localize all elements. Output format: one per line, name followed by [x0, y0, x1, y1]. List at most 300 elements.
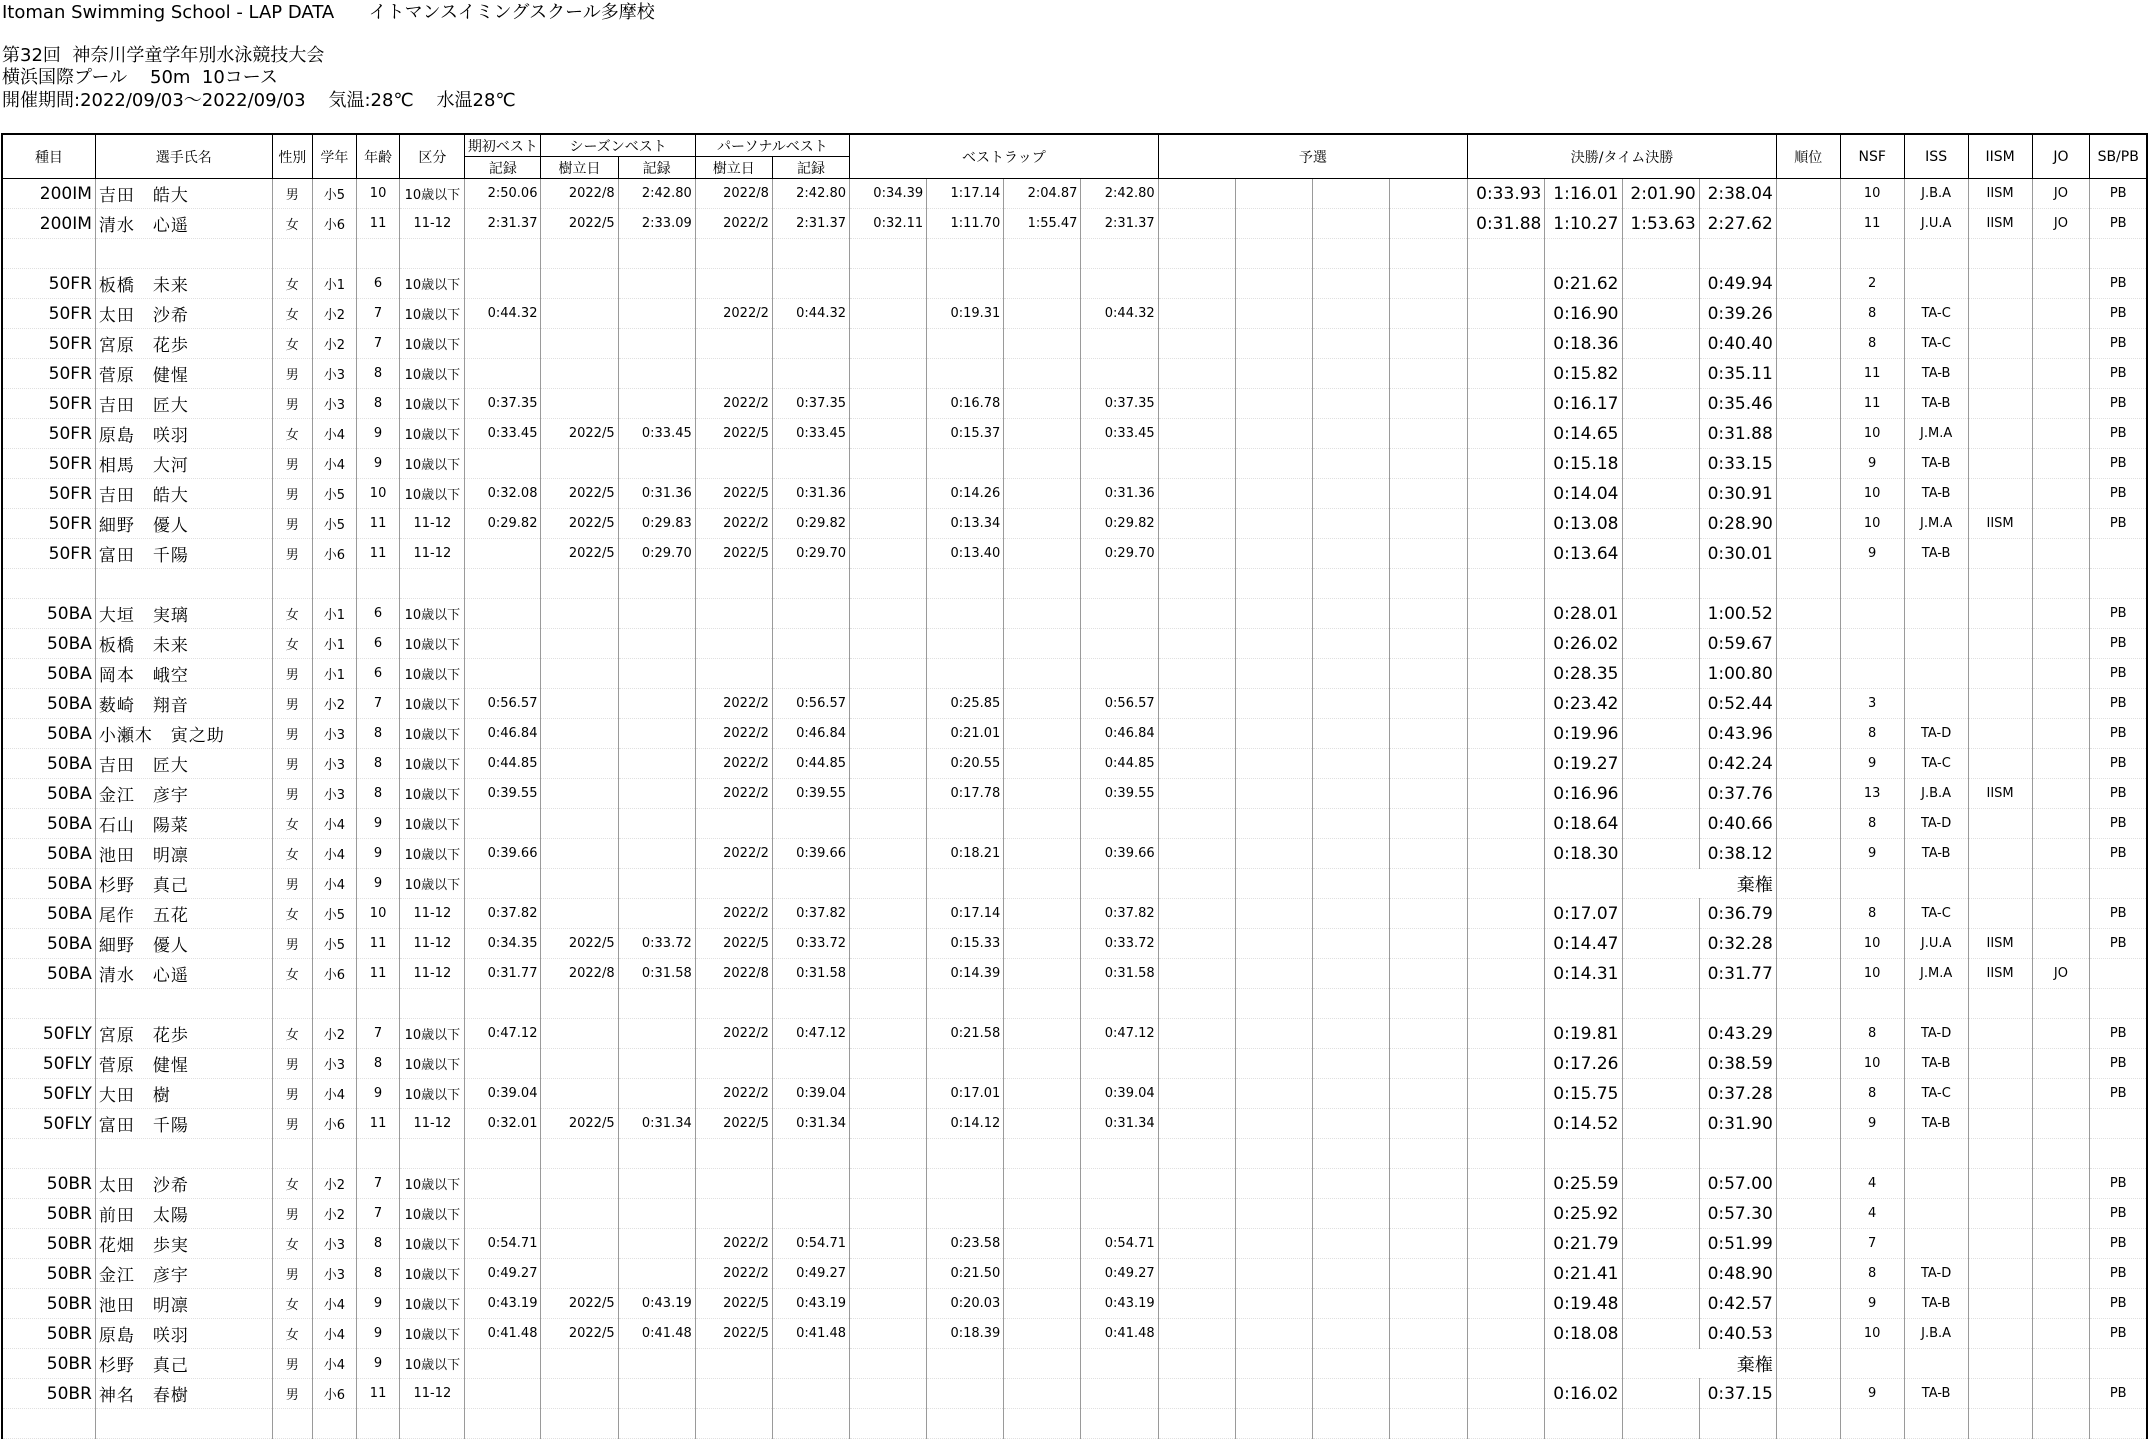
final3-cell	[1622, 359, 1699, 389]
season-date-cell	[541, 599, 618, 629]
division-cell: 10歳以下	[400, 299, 465, 329]
nsf-cell: 9	[1840, 1109, 1904, 1139]
name-cell: 金江 彦宇	[95, 1259, 272, 1289]
iss-cell: TA-B	[1904, 479, 1968, 509]
name-cell	[95, 1409, 272, 1439]
age-cell: 6	[356, 659, 400, 689]
nsf-cell: 9	[1840, 749, 1904, 779]
event-cell: 50BA	[2, 809, 95, 839]
iss-cell: TA-B	[1904, 449, 1968, 479]
lap1-cell	[850, 1049, 927, 1079]
personal-record-cell: 0:31.58	[772, 959, 849, 989]
name-cell: 花畑 歩実	[95, 1229, 272, 1259]
final1-cell	[1468, 1199, 1545, 1229]
jo-cell	[2032, 1199, 2090, 1229]
iism-cell	[1968, 419, 2032, 449]
personal-date-cell	[695, 989, 772, 1019]
age-cell: 11	[356, 509, 400, 539]
table-row	[2, 1109, 2147, 1139]
lap4-cell: 0:43.19	[1081, 1289, 1158, 1319]
season-date-cell: 2022/5	[541, 209, 618, 239]
heat2-cell	[1235, 929, 1312, 959]
lap1-cell	[850, 1259, 927, 1289]
sbpb-cell	[2090, 959, 2147, 989]
nsf-cell: 9	[1840, 839, 1904, 869]
age-cell: 7	[356, 1169, 400, 1199]
season-record-cell	[618, 809, 695, 839]
age-cell: 11	[356, 539, 400, 569]
lap4-cell	[1081, 1199, 1158, 1229]
grade-cell: 小4	[313, 1289, 357, 1319]
rank-cell	[1776, 839, 1840, 869]
lap3-cell	[1004, 1289, 1081, 1319]
rank-cell	[1776, 269, 1840, 299]
initial-best-cell	[465, 659, 541, 689]
heat4-cell	[1390, 1139, 1468, 1169]
season-record-cell	[618, 329, 695, 359]
iss-cell: TA-B	[1904, 839, 1968, 869]
iism-cell	[1968, 1139, 2032, 1169]
season-date-cell: 2022/5	[541, 479, 618, 509]
heat2-cell	[1235, 509, 1312, 539]
lap4-cell: 0:37.35	[1081, 389, 1158, 419]
season-date-cell	[541, 1379, 618, 1409]
final3-cell	[1622, 239, 1699, 269]
lap3-cell	[1004, 1229, 1081, 1259]
iism-cell	[1968, 989, 2032, 1019]
heat3-cell	[1312, 209, 1389, 239]
personal-date-cell: 2022/2	[695, 899, 772, 929]
personal-record-cell: 0:29.82	[772, 509, 849, 539]
heat4-cell	[1390, 1049, 1468, 1079]
sex-cell: 女	[272, 599, 313, 629]
personal-record-cell: 0:44.32	[772, 299, 849, 329]
lap1-cell	[850, 719, 927, 749]
grade-cell: 小2	[313, 329, 357, 359]
heat3-cell	[1312, 509, 1389, 539]
personal-record-cell	[772, 449, 849, 479]
table-row	[2, 299, 2147, 329]
nsf-cell	[1840, 629, 1904, 659]
division-cell: 10歳以下	[400, 719, 465, 749]
final1-cell	[1468, 1349, 1545, 1379]
lap4-cell	[1081, 1349, 1158, 1379]
personal-date-cell	[695, 599, 772, 629]
heat4-cell	[1390, 1409, 1468, 1439]
heat2-cell	[1235, 449, 1312, 479]
heat3-cell	[1312, 659, 1389, 689]
lap1-cell	[850, 329, 927, 359]
heat4-cell	[1390, 659, 1468, 689]
season-record-cell	[618, 569, 695, 599]
age-cell: 6	[356, 629, 400, 659]
lap4-cell: 0:31.34	[1081, 1109, 1158, 1139]
final1-cell	[1468, 1379, 1545, 1409]
lap4-cell: 0:39.04	[1081, 1079, 1158, 1109]
sex-cell: 男	[272, 1079, 313, 1109]
nsf-cell: 8	[1840, 1079, 1904, 1109]
age-cell: 11	[356, 209, 400, 239]
division-cell: 11-12	[400, 1109, 465, 1139]
event-cell: 50BA	[2, 869, 95, 899]
heat4-cell	[1390, 269, 1468, 299]
division-cell: 10歳以下	[400, 179, 465, 209]
iss-cell: J.M.A	[1904, 419, 1968, 449]
jo-cell	[2032, 509, 2090, 539]
final3-cell	[1622, 1319, 1699, 1349]
heat3-cell	[1312, 1289, 1389, 1319]
jo-cell: JO	[2032, 209, 2090, 239]
personal-record-cell	[772, 1349, 849, 1379]
col-age: 年齢	[356, 134, 400, 179]
iss-cell: J.U.A	[1904, 929, 1968, 959]
iism-cell: IISM	[1968, 209, 2032, 239]
season-date-cell	[541, 659, 618, 689]
sbpb-cell	[2090, 869, 2147, 899]
rank-cell	[1776, 1229, 1840, 1259]
lap4-cell	[1081, 1379, 1158, 1409]
name-cell: 菅原 健惺	[95, 359, 272, 389]
division-cell: 10歳以下	[400, 809, 465, 839]
name-cell: 神名 春樹	[95, 1379, 272, 1409]
grade-cell: 小3	[313, 389, 357, 419]
final1-cell	[1468, 899, 1545, 929]
iism-cell	[1968, 1109, 2032, 1139]
final4-cell: 0:31.88	[1699, 419, 1776, 449]
season-record-cell	[618, 239, 695, 269]
lap4-cell: 0:44.32	[1081, 299, 1158, 329]
lap1-cell	[850, 1199, 927, 1229]
lap3-cell	[1004, 839, 1081, 869]
age-cell: 8	[356, 1259, 400, 1289]
col-iism: IISM	[1968, 134, 2032, 179]
final2-cell: 0:16.02	[1545, 1379, 1622, 1409]
division-cell: 11-12	[400, 509, 465, 539]
lap3-cell	[1004, 1349, 1081, 1379]
heat1-cell	[1158, 1049, 1235, 1079]
event-cell: 50BR	[2, 1379, 95, 1409]
iism-cell	[1968, 689, 2032, 719]
lap3-cell	[1004, 1019, 1081, 1049]
col-final: 決勝/タイム決勝	[1468, 134, 1777, 179]
col-initial-best: 期初ベスト	[465, 134, 541, 157]
jo-cell	[2032, 1379, 2090, 1409]
heat1-cell	[1158, 179, 1235, 209]
lap2-cell	[927, 869, 1004, 899]
season-record-cell	[618, 629, 695, 659]
final4-cell: 0:38.12	[1699, 839, 1776, 869]
lap2-cell: 0:21.50	[927, 1259, 1004, 1289]
age-cell: 8	[356, 1049, 400, 1079]
rank-cell	[1776, 1349, 1840, 1379]
event-cell: 200IM	[2, 209, 95, 239]
lap1-cell	[850, 599, 927, 629]
final1-cell	[1468, 299, 1545, 329]
division-cell: 10歳以下	[400, 1199, 465, 1229]
final3-cell	[1622, 1409, 1699, 1439]
lap1-cell	[850, 419, 927, 449]
heat4-cell	[1390, 599, 1468, 629]
personal-record-cell: 0:39.55	[772, 779, 849, 809]
jo-cell	[2032, 719, 2090, 749]
final4-cell: 0:39.26	[1699, 299, 1776, 329]
personal-date-cell	[695, 1139, 772, 1169]
heat3-cell	[1312, 869, 1389, 899]
initial-best-cell: 0:44.32	[465, 299, 541, 329]
lap3-cell: 2:04.87	[1004, 179, 1081, 209]
final1-cell	[1468, 509, 1545, 539]
final2-cell	[1545, 569, 1622, 599]
initial-best-cell: 0:37.35	[465, 389, 541, 419]
grade-cell: 小4	[313, 809, 357, 839]
personal-date-cell	[695, 359, 772, 389]
age-cell: 9	[356, 839, 400, 869]
final3-cell	[1622, 809, 1699, 839]
initial-best-cell: 0:46.84	[465, 719, 541, 749]
heat2-cell	[1235, 869, 1312, 899]
heat4-cell	[1390, 1019, 1468, 1049]
table-row	[2, 209, 2147, 239]
nsf-cell: 9	[1840, 1289, 1904, 1319]
heat1-cell	[1158, 839, 1235, 869]
heat2-cell	[1235, 659, 1312, 689]
final4-cell: 0:42.57	[1699, 1289, 1776, 1319]
heat1-cell	[1158, 719, 1235, 749]
nsf-cell: 10	[1840, 1049, 1904, 1079]
initial-best-cell: 0:43.19	[465, 1289, 541, 1319]
sbpb-cell: PB	[2090, 299, 2147, 329]
heat2-cell	[1235, 1079, 1312, 1109]
jo-cell	[2032, 689, 2090, 719]
personal-record-cell: 0:46.84	[772, 719, 849, 749]
event-cell: 50BA	[2, 599, 95, 629]
table-row	[2, 449, 2147, 479]
season-record-cell	[618, 1169, 695, 1199]
final3-cell	[1622, 629, 1699, 659]
rank-cell	[1776, 869, 1840, 899]
rank-cell	[1776, 1139, 1840, 1169]
lap3-cell	[1004, 659, 1081, 689]
final1-cell	[1468, 719, 1545, 749]
heat3-cell	[1312, 1169, 1389, 1199]
table-row	[2, 1169, 2147, 1199]
final2-cell: 0:19.27	[1545, 749, 1622, 779]
rank-cell	[1776, 1319, 1840, 1349]
iss-cell	[1904, 1409, 1968, 1439]
final1-cell: 0:31.88	[1468, 209, 1545, 239]
heat1-cell	[1158, 509, 1235, 539]
withdrawn-cell: 棄権	[1622, 869, 1776, 899]
final1-cell	[1468, 239, 1545, 269]
season-record-cell	[618, 1229, 695, 1259]
heat3-cell	[1312, 1139, 1389, 1169]
lap3-cell	[1004, 1079, 1081, 1109]
jo-cell	[2032, 599, 2090, 629]
col-personal-record: 記録	[772, 157, 849, 179]
event-cell: 50BA	[2, 959, 95, 989]
season-date-cell	[541, 869, 618, 899]
sbpb-cell: PB	[2090, 419, 2147, 449]
heat2-cell	[1235, 629, 1312, 659]
event-cell: 50FLY	[2, 1019, 95, 1049]
iism-cell	[1968, 299, 2032, 329]
name-cell: 尾作 五花	[95, 899, 272, 929]
lap4-cell: 0:31.36	[1081, 479, 1158, 509]
division-cell: 10歳以下	[400, 359, 465, 389]
personal-record-cell	[772, 269, 849, 299]
heat4-cell	[1390, 959, 1468, 989]
personal-record-cell	[772, 359, 849, 389]
final3-cell	[1622, 929, 1699, 959]
col-initial-best-record: 記録	[465, 157, 541, 179]
table-row	[2, 629, 2147, 659]
event-cell	[2, 239, 95, 269]
lap3-cell	[1004, 1319, 1081, 1349]
rank-cell	[1776, 749, 1840, 779]
heat3-cell	[1312, 1229, 1389, 1259]
iism-cell	[1968, 1079, 2032, 1109]
final1-cell	[1468, 929, 1545, 959]
heat1-cell	[1158, 1289, 1235, 1319]
lap4-cell: 0:41.48	[1081, 1319, 1158, 1349]
heat3-cell	[1312, 749, 1389, 779]
table-row	[2, 899, 2147, 929]
initial-best-cell	[465, 1349, 541, 1379]
table-row	[2, 1049, 2147, 1079]
grade-cell: 小2	[313, 299, 357, 329]
sbpb-cell: PB	[2090, 1169, 2147, 1199]
heat2-cell	[1235, 599, 1312, 629]
grade-cell: 小4	[313, 839, 357, 869]
jo-cell	[2032, 749, 2090, 779]
sex-cell: 男	[272, 689, 313, 719]
rank-cell	[1776, 779, 1840, 809]
heat4-cell	[1390, 629, 1468, 659]
lap2-cell	[927, 629, 1004, 659]
final4-cell: 0:57.30	[1699, 1199, 1776, 1229]
lap3-cell	[1004, 719, 1081, 749]
age-cell: 9	[356, 1319, 400, 1349]
lap3-cell	[1004, 569, 1081, 599]
table-row	[2, 1259, 2147, 1289]
final4-cell	[1699, 1409, 1776, 1439]
heat1-cell	[1158, 359, 1235, 389]
jo-cell	[2032, 1319, 2090, 1349]
heat4-cell	[1390, 989, 1468, 1019]
heat2-cell	[1235, 1139, 1312, 1169]
iism-cell	[1968, 659, 2032, 689]
initial-best-cell: 0:32.01	[465, 1109, 541, 1139]
name-cell: 杉野 真己	[95, 869, 272, 899]
sbpb-cell	[2090, 1139, 2147, 1169]
heat4-cell	[1390, 779, 1468, 809]
nsf-cell: 10	[1840, 959, 1904, 989]
personal-record-cell	[772, 599, 849, 629]
final3-cell	[1622, 839, 1699, 869]
final2-cell: 0:25.92	[1545, 1199, 1622, 1229]
nsf-cell: 10	[1840, 929, 1904, 959]
heat2-cell	[1235, 1169, 1312, 1199]
lap1-cell	[850, 539, 927, 569]
heat4-cell	[1390, 1259, 1468, 1289]
jo-cell	[2032, 389, 2090, 419]
heat1-cell	[1158, 809, 1235, 839]
age-cell: 7	[356, 1019, 400, 1049]
heat4-cell	[1390, 179, 1468, 209]
rank-cell	[1776, 479, 1840, 509]
age-cell	[356, 989, 400, 1019]
table-row	[2, 779, 2147, 809]
heat2-cell	[1235, 539, 1312, 569]
division-cell: 10歳以下	[400, 479, 465, 509]
final1-cell	[1468, 1229, 1545, 1259]
lap1-cell	[850, 1169, 927, 1199]
iss-cell	[1904, 599, 1968, 629]
personal-record-cell	[772, 869, 849, 899]
season-record-cell	[618, 1259, 695, 1289]
iss-cell: TA-D	[1904, 809, 1968, 839]
age-cell: 6	[356, 599, 400, 629]
heat2-cell	[1235, 899, 1312, 929]
personal-record-cell	[772, 1049, 849, 1079]
season-record-cell: 0:31.36	[618, 479, 695, 509]
sex-cell: 男	[272, 359, 313, 389]
heat4-cell	[1390, 299, 1468, 329]
initial-best-cell: 0:37.82	[465, 899, 541, 929]
sbpb-cell: PB	[2090, 449, 2147, 479]
initial-best-cell	[465, 359, 541, 389]
heat3-cell	[1312, 299, 1389, 329]
table-row	[2, 1319, 2147, 1349]
final4-cell: 0:37.15	[1699, 1379, 1776, 1409]
final1-cell	[1468, 989, 1545, 1019]
table-row	[2, 689, 2147, 719]
grade-cell	[313, 989, 357, 1019]
sbpb-cell: PB	[2090, 209, 2147, 239]
season-record-cell	[618, 1049, 695, 1079]
sex-cell: 女	[272, 1229, 313, 1259]
final4-cell: 0:32.28	[1699, 929, 1776, 959]
personal-record-cell: 0:54.71	[772, 1229, 849, 1259]
season-record-cell	[618, 1349, 695, 1379]
jo-cell	[2032, 1049, 2090, 1079]
rank-cell	[1776, 599, 1840, 629]
initial-best-cell	[465, 869, 541, 899]
iism-cell	[1968, 899, 2032, 929]
personal-record-cell: 0:56.57	[772, 689, 849, 719]
sbpb-cell: PB	[2090, 1049, 2147, 1079]
initial-best-cell	[465, 1379, 541, 1409]
iism-cell: IISM	[1968, 179, 2032, 209]
heat4-cell	[1390, 539, 1468, 569]
jo-cell	[2032, 929, 2090, 959]
jo-cell	[2032, 449, 2090, 479]
event-cell: 50FLY	[2, 1109, 95, 1139]
lap3-cell	[1004, 479, 1081, 509]
heat3-cell	[1312, 1199, 1389, 1229]
table-row	[2, 1289, 2147, 1319]
sbpb-cell: PB	[2090, 899, 2147, 929]
season-date-cell	[541, 359, 618, 389]
final4-cell: 0:59.67	[1699, 629, 1776, 659]
age-cell: 8	[356, 779, 400, 809]
age-cell	[356, 239, 400, 269]
personal-record-cell: 0:43.19	[772, 1289, 849, 1319]
name-cell: 池田 明凛	[95, 839, 272, 869]
season-record-cell	[618, 689, 695, 719]
sex-cell: 女	[272, 269, 313, 299]
name-cell: 清水 心遥	[95, 209, 272, 239]
